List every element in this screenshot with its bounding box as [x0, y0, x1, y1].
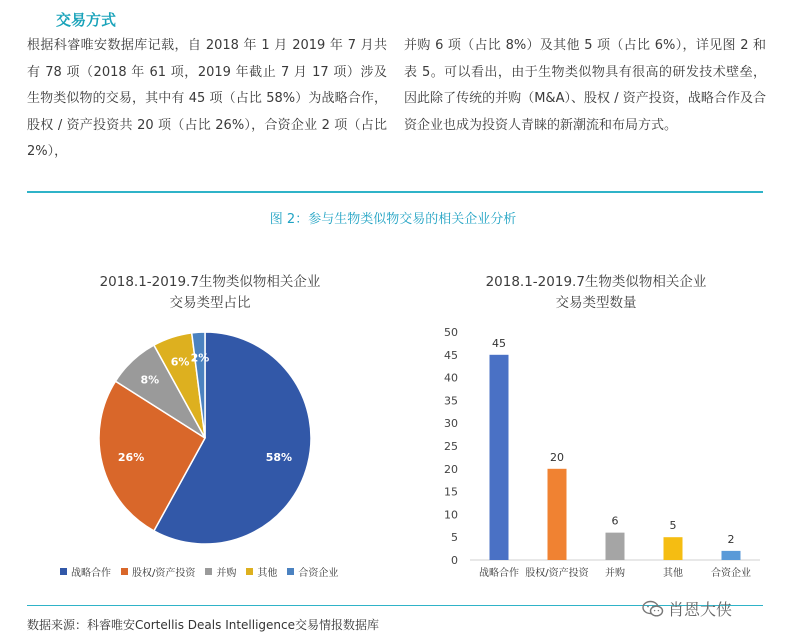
y-tick-label-1: 5	[451, 531, 458, 545]
legend-swatch-0	[60, 568, 67, 575]
y-tick-label-6: 30	[444, 417, 458, 431]
pie-slice-label-2: 8%	[140, 373, 160, 387]
x-tick-label-4: 合资企业	[711, 568, 751, 579]
pie-slice-label-3: 6%	[170, 355, 190, 369]
pie-chart	[80, 318, 330, 558]
watermark-text: 肖恩大侠	[668, 600, 733, 619]
x-tick-label-2: 并购	[605, 568, 625, 579]
x-tick-label-3: 其他	[663, 568, 683, 579]
pie-chart-title-line-2: 交易类型占比	[169, 295, 251, 311]
y-tick-label-3: 15	[444, 485, 458, 499]
legend-swatch-4	[287, 568, 294, 575]
legend-item-4	[287, 564, 338, 579]
legend-item-1	[121, 564, 195, 579]
bar-4	[722, 551, 741, 560]
paragraph-left-column	[27, 33, 387, 166]
legend-label-2: 并购	[216, 568, 237, 579]
bar-value-label-3: 5	[669, 519, 677, 533]
paragraph-right: 并购 6 项（占比 8%）及其他 5 项（占比 6%），详见图 2 和表 5。可以看出，由于生物类似物具有很高的研发技术壁垒，因此除了传统的并购（M&A）、股权 / 资产投资，战略合作及合资企业也成为投资人青睐的新潮流和布局方式。	[404, 38, 766, 133]
y-tick-label-2: 10	[444, 508, 458, 522]
bar-chart-title-line-1: 2018.1-2019.7生物类似物相关企业	[485, 274, 707, 290]
bar-chart	[430, 318, 770, 588]
bar-3	[664, 537, 683, 560]
legend-label-4: 合资企业	[298, 568, 339, 579]
x-tick-label-0: 战略合作	[479, 568, 519, 579]
bar-2	[606, 533, 625, 560]
watermark	[642, 597, 732, 620]
figure-source: 数据来源：科睿唯安Cortellis Deals Intelligence交易情报数据库	[27, 618, 380, 632]
section-title: 交易方式	[56, 11, 117, 29]
y-tick-label-9: 45	[444, 348, 458, 362]
legend-item-3	[246, 564, 277, 579]
pie-slice-label-4: 2%	[190, 351, 210, 365]
pie-slice-label-0: 58%	[265, 450, 293, 464]
paragraph-right-column	[404, 33, 766, 139]
legend-swatch-2	[205, 568, 212, 575]
divider-top	[27, 191, 763, 193]
pie-chart-legend	[60, 564, 380, 579]
pie-slice-label-1: 26%	[117, 450, 145, 464]
bar-chart-title	[446, 272, 746, 314]
bar-chart-title-line-2: 交易类型数量	[555, 295, 637, 311]
y-tick-label-5: 25	[444, 440, 458, 453]
pie-chart-title	[60, 272, 360, 314]
bar-value-label-1: 20	[550, 450, 564, 464]
bar-value-label-2: 6	[611, 514, 619, 528]
y-tick-label-0: 0	[451, 554, 458, 567]
y-tick-label-10: 50	[444, 326, 458, 339]
bar-value-label-4: 2	[727, 532, 735, 546]
bar-1	[548, 469, 567, 560]
x-tick-label-1: 股权/资产投资	[525, 568, 589, 579]
legend-item-2	[205, 564, 236, 579]
bar-value-label-0: 45	[492, 336, 506, 350]
y-tick-label-4: 20	[444, 462, 458, 476]
y-tick-label-7: 35	[444, 394, 458, 408]
legend-label-3: 其他	[257, 568, 278, 579]
legend-item-0	[60, 564, 111, 579]
paragraph-left: 根据科睿唯安数据库记载，自 2018 年 1 月 2019 年 7 月共有 78 项（2018 年 61 项，2019 年截止 7 月 17 项）涉及生物类似物的交易，其中有 45 项（占比 58%）为战略合作，股权 / 资产投资共 20 项（占比 26%），合资企业 2 项（占比 2%），	[27, 38, 387, 159]
legend-label-0: 战略合作	[71, 568, 111, 579]
bar-0	[490, 355, 509, 560]
legend-swatch-1	[121, 568, 128, 575]
legend-label-1: 股权/资产投资	[132, 568, 196, 579]
pie-chart-title-line-1: 2018.1-2019.7生物类似物相关企业	[99, 274, 321, 290]
figure-caption: 图 2：参与生物类似物交易的相关企业分析	[269, 212, 517, 227]
y-tick-label-8: 40	[444, 371, 458, 385]
legend-swatch-3	[246, 568, 253, 575]
wechat-icon	[642, 600, 664, 618]
